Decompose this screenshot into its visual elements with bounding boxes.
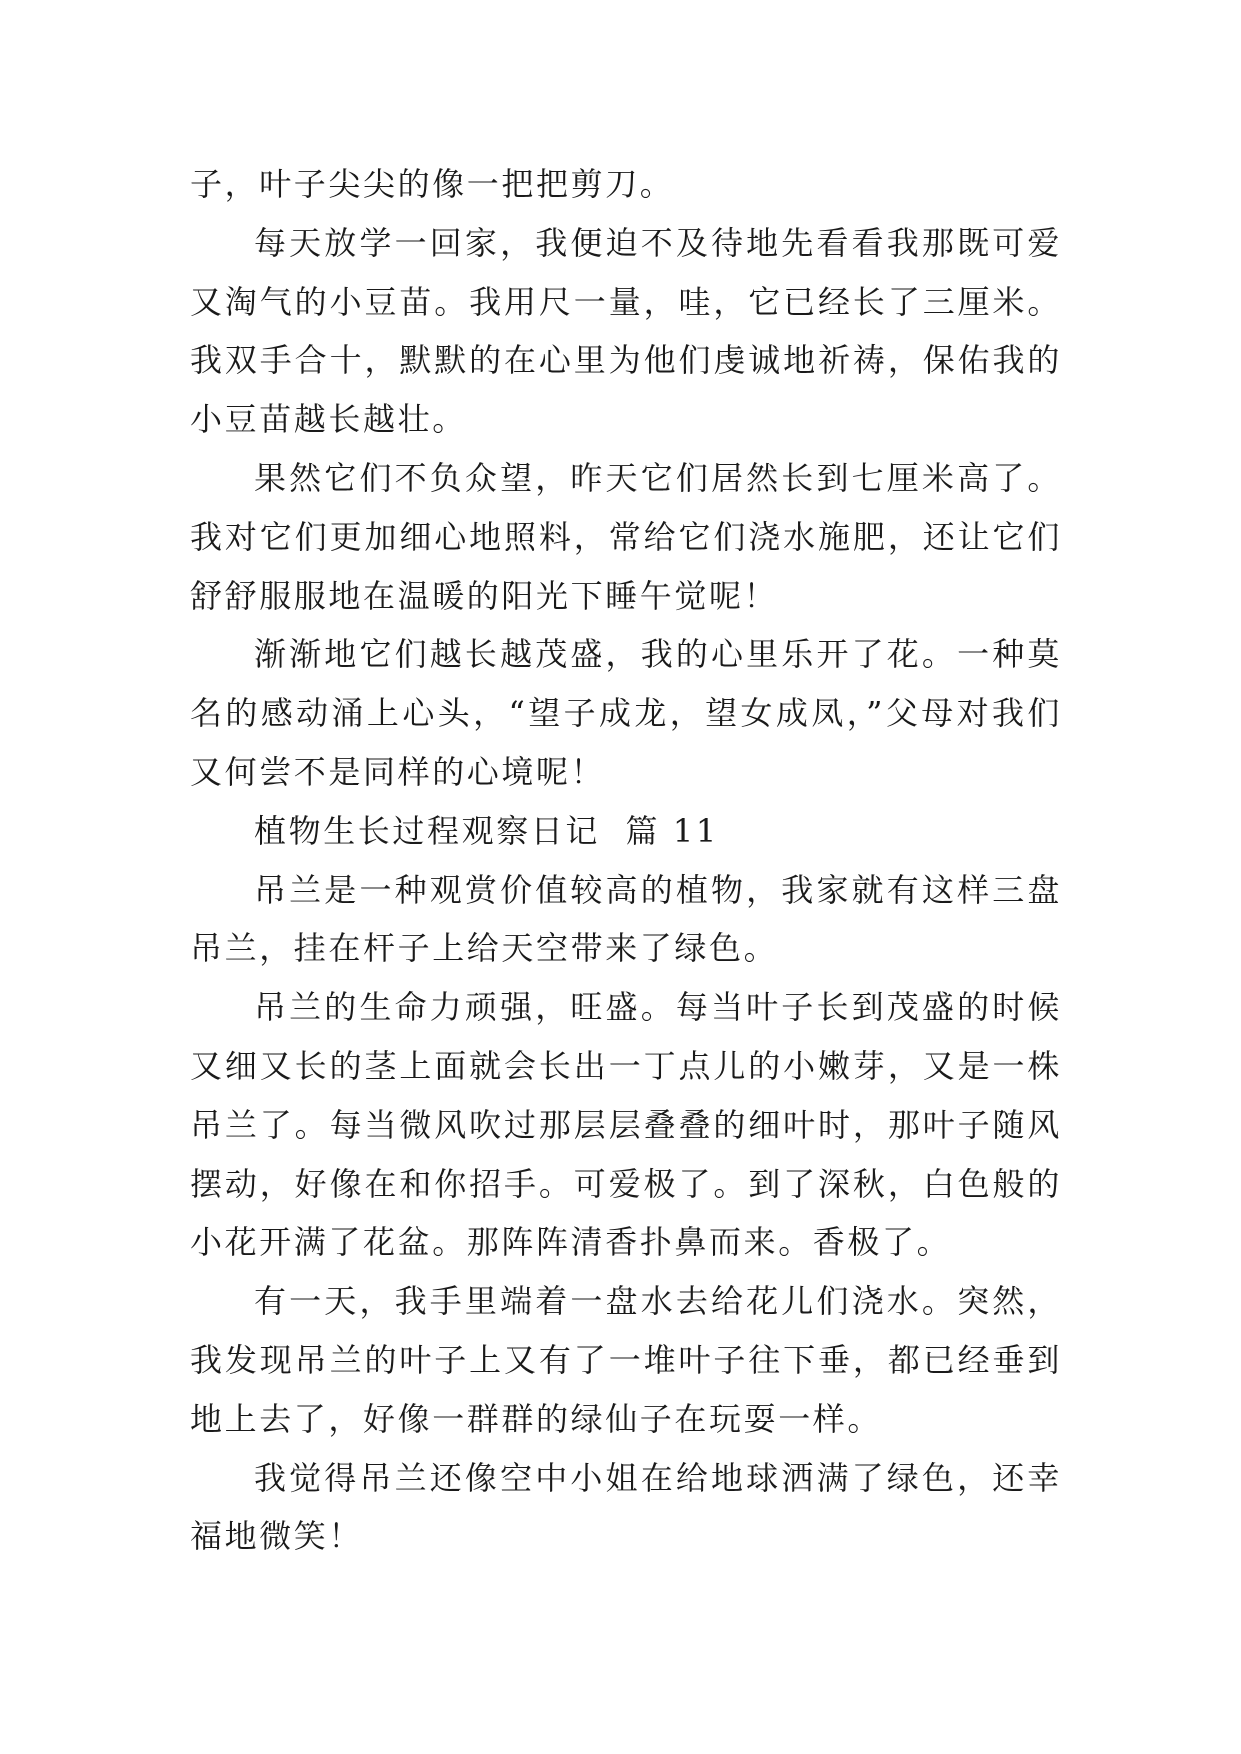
paragraph-seven-centimeters: 果然它们不负众望，昨天它们居然长到七厘米高了。我对它们更加细心地照料，常给它们浇水施肥，还让它们舒舒服服地在温暖的阳光下睡午觉呢！	[190, 458, 1062, 615]
paragraph-spider-plant-intro: 吊兰是一种观赏价值较高的植物，我家就有这样三盘吊兰，挂在杆子上给天空带来了绿色。	[190, 870, 1062, 968]
paragraph-spider-plant-vitality: 吊兰的生命力顽强，旺盛。每当叶子长到茂盛的时候又细又长的茎上面就会长出一丁点儿的小嫩芽，又是一株吊兰了。每当微风吹过那层层叠叠的细叶时，那叶子随风摆动，好像在和你招手。可爱极了。到了深秋，白色般的小花开满了花盆。那阵阵清香扑鼻而来。香极了。	[190, 988, 1062, 1262]
document-body	[190, 155, 1062, 1566]
paragraph-closing: 我觉得吊兰还像空中小姐在给地球洒满了绿色，还幸福地微笑！	[190, 1458, 1062, 1556]
paragraph-watering: 有一天，我手里端着一盘水去给花儿们浇水。突然，我发现吊兰的叶子上又有了一堆叶子往下垂，都已经垂到地上去了，好像一群群的绿仙子在玩耍一样。	[190, 1282, 1062, 1438]
paragraph-flourishing: 渐渐地它们越长越茂盛，我的心里乐开了花。一种莫名的感动涌上心头，“望子成龙，望女成凤，”父母对我们又何尝不是同样的心境呢！	[190, 635, 1062, 791]
lead-paragraph: 子，叶子尖尖的像一把把剪刀。	[190, 165, 675, 203]
section-heading: 植物生长过程观察日记 篇 11	[254, 811, 719, 850]
paragraph-seedling-growth: 每天放学一回家，我便迫不及待地先看看我那既可爱又淘气的小豆苗。我用尺一量，哇，它已经长了三厘米。我双手合十，默默的在心里为他们虔诚地祈祷，保佑我的小豆苗越长越壮。	[190, 223, 1062, 439]
